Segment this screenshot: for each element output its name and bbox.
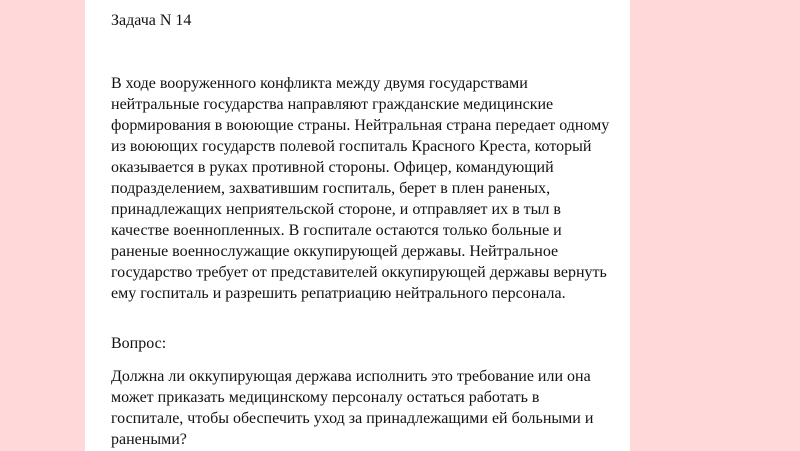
task-title: Задача N 14 [111, 12, 192, 29]
question-text: Должна ли оккупирующая держава исполнить это требование или она может приказать медицинскому персоналу остаться работать в госпитале, чтобы обеспечить уход за принадлежащими ей больными и ранеными? [111, 368, 594, 448]
document-page [85, 0, 630, 451]
task-description: В ходе вооруженного конфликта между двумя государствами нейтральные государства направляют гражданские медицинские формирования в воюющие страны. Нейтральная страна передает одному из воюющих государств полевой госпиталь Красного Креста, который оказывается в руках противной стороны. Офицер, командующий подразделением, захватившим госпиталь, берет в плен раненых, принадлежащих неприятельской стороне, и отправляет их в тыл в качестве военнопленных. В госпитале остаются только больные и раненые военнослужащие оккупирующей державы. Нейтральное государство требует от представителей оккупирующей державы вернуть ему госпиталь и разрешить репатриацию нейтрального персонала. [111, 75, 610, 302]
question-label: Вопрос: [111, 335, 167, 352]
